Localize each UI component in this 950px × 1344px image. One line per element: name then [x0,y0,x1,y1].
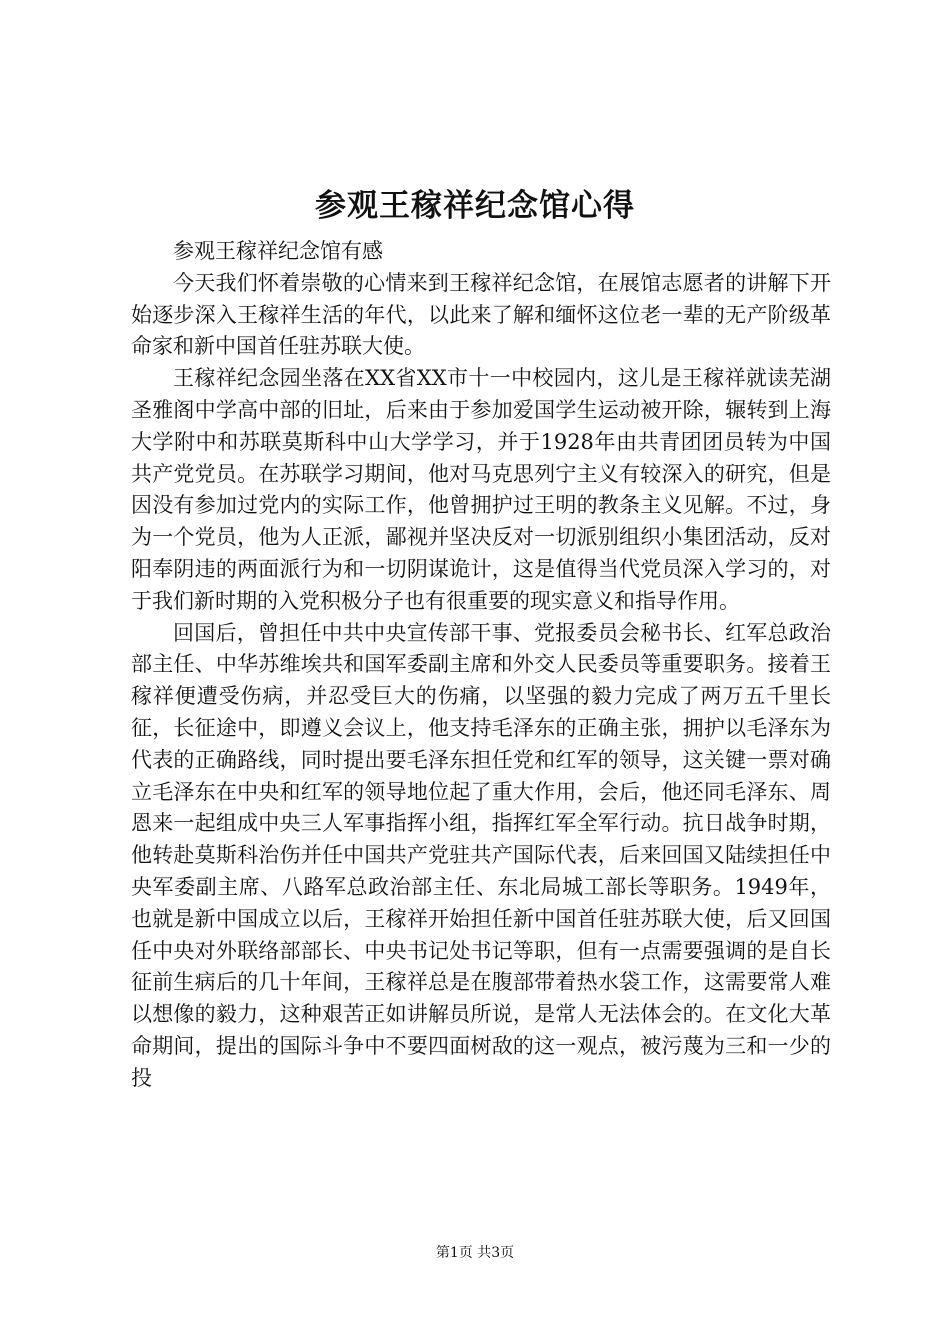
paragraph: 回国后，曾担任中共中央宣传部干事、党报委员会秘书长、红军总政治部主任、中华苏维埃共和国军委副主席和外交人民委员等重要职务。接着王稼祥便遭受伤病，并忍受巨大的伤痛，以坚强的毅力完成了两万五千里长征，长征途中，即遵义会议上，他支持毛泽东的正确主张，拥护以毛泽东为代表的正确路线，同时提出要毛泽东担任党和红军的领导，这关键一票对确立毛泽东在中央和红军的领导地位起了重大作用，会后，他还同毛泽东、周恩来一起组成中央三人军事指挥小组，指挥红军全军行动。抗日战争时期，他转赴莫斯科治伤并任中国共产党驻共产国际代表，后来回国又陆续担任中央军委副主席、八路军总政治部主任、东北局城工部长等职务。1949年，也就是新中国成立以后，王稼祥开始担任新中国首任驻苏联大使，后又回国任中央对外联络部部长、中央书记处书记等职，但有一点需要强调的是自长征前生病后的几十年间，王稼祥总是在腹部带着热水袋工作，这需要常人难以想像的毅力，这种艰苦正如讲解员所说，是常人无法体会的。在文化大革命期间，提出的国际斗争中不要四面树敌的这一观点，被污蔑为三和一少的投 [131,620,831,1090]
paragraph-subtitle: 参观王稼祥纪念馆有感 [173,239,383,263]
paragraph: 王稼祥纪念园坐落在XX省XX市十一中校园内，这儿是王稼祥就读芜湖圣雅阁中学高中部的旧址，后来由于参加爱国学生运动被开除，辗转到上海大学附中和苏联莫斯科中山大学学习，并于1928年由共青团团员转为中国共产党党员。在苏联学习期间，他对马克思列宁主义有较深入的研究，但是因没有参加过党内的实际工作，他曾拥护过王明的教条主义见解。不过，身为一个党员，他为人正派，鄙视并坚决反对一切派别组织小集团活动，反对阳奉阴违的两面派行为和一切阴谋诡计，这是值得当代党员深入学习的，对于我们新时期的入党积极分子也有很重要的现实意义和指导作用。 [131,366,831,613]
document-title: 参观王稼祥纪念馆心得 [315,188,635,224]
document-body [131,236,831,1095]
paragraph: 今天我们怀着崇敬的心情来到王稼祥纪念馆，在展馆志愿者的讲解下开始逐步深入王稼祥生活的年代，以此来了解和缅怀这位老一辈的无产阶级革命家和新中国首任驻苏联大使。 [131,270,831,359]
page-footer: 第1页 共3页 [435,1245,515,1261]
